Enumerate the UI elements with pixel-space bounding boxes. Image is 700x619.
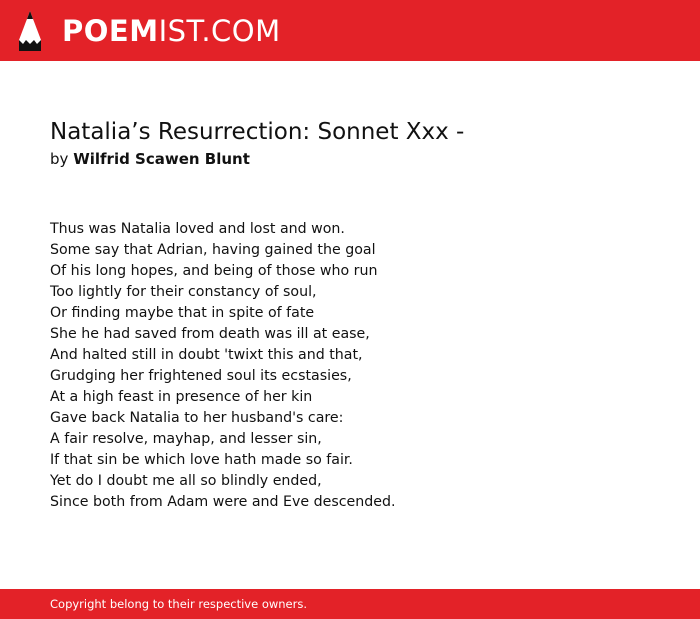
logo-bold-text: POEM (62, 14, 159, 48)
poem-line: Since both from Adam were and Eve descended. (50, 494, 396, 510)
poem-body (50, 219, 396, 513)
poem-line: At a high feast in presence of her kin (50, 389, 313, 405)
by-label: by (50, 150, 69, 168)
site-footer (0, 589, 700, 619)
poem-line: Gave back Natalia to her husband's care: (50, 410, 344, 426)
poem-line: She he had saved from death was ill at ease, (50, 326, 370, 342)
poem-title: Natalia’s Resurrection: Sonnet Xxx - (50, 119, 465, 145)
site-header (0, 0, 700, 61)
poem-line: Grudging her frightened soul its ecstasies, (50, 368, 352, 384)
byline (50, 149, 250, 169)
logo-light-text: IST.COM (158, 14, 281, 48)
pencil-tip-icon (17, 10, 43, 52)
poem-line: Of his long hopes, and being of those who run (50, 263, 378, 279)
poem-line: A fair resolve, mayhap, and lesser sin, (50, 431, 322, 447)
poem-line: If that sin be which love hath made so fair. (50, 452, 353, 468)
poem-line: Yet do I doubt me all so blindly ended, (50, 473, 322, 489)
poem-line: Or finding maybe that in spite of fate (50, 305, 315, 321)
site-logo[interactable] (62, 13, 281, 49)
poem-line: Too lightly for their constancy of soul, (50, 284, 317, 300)
poem-line: And halted still in doubt 'twixt this and that, (50, 347, 363, 363)
poem-line: Some say that Adrian, having gained the goal (50, 242, 376, 258)
copyright-notice: Copyright belong to their respective owners. (50, 597, 308, 611)
poem-line: Thus was Natalia loved and lost and won. (50, 221, 345, 237)
author-name: Wilfrid Scawen Blunt (73, 150, 250, 168)
